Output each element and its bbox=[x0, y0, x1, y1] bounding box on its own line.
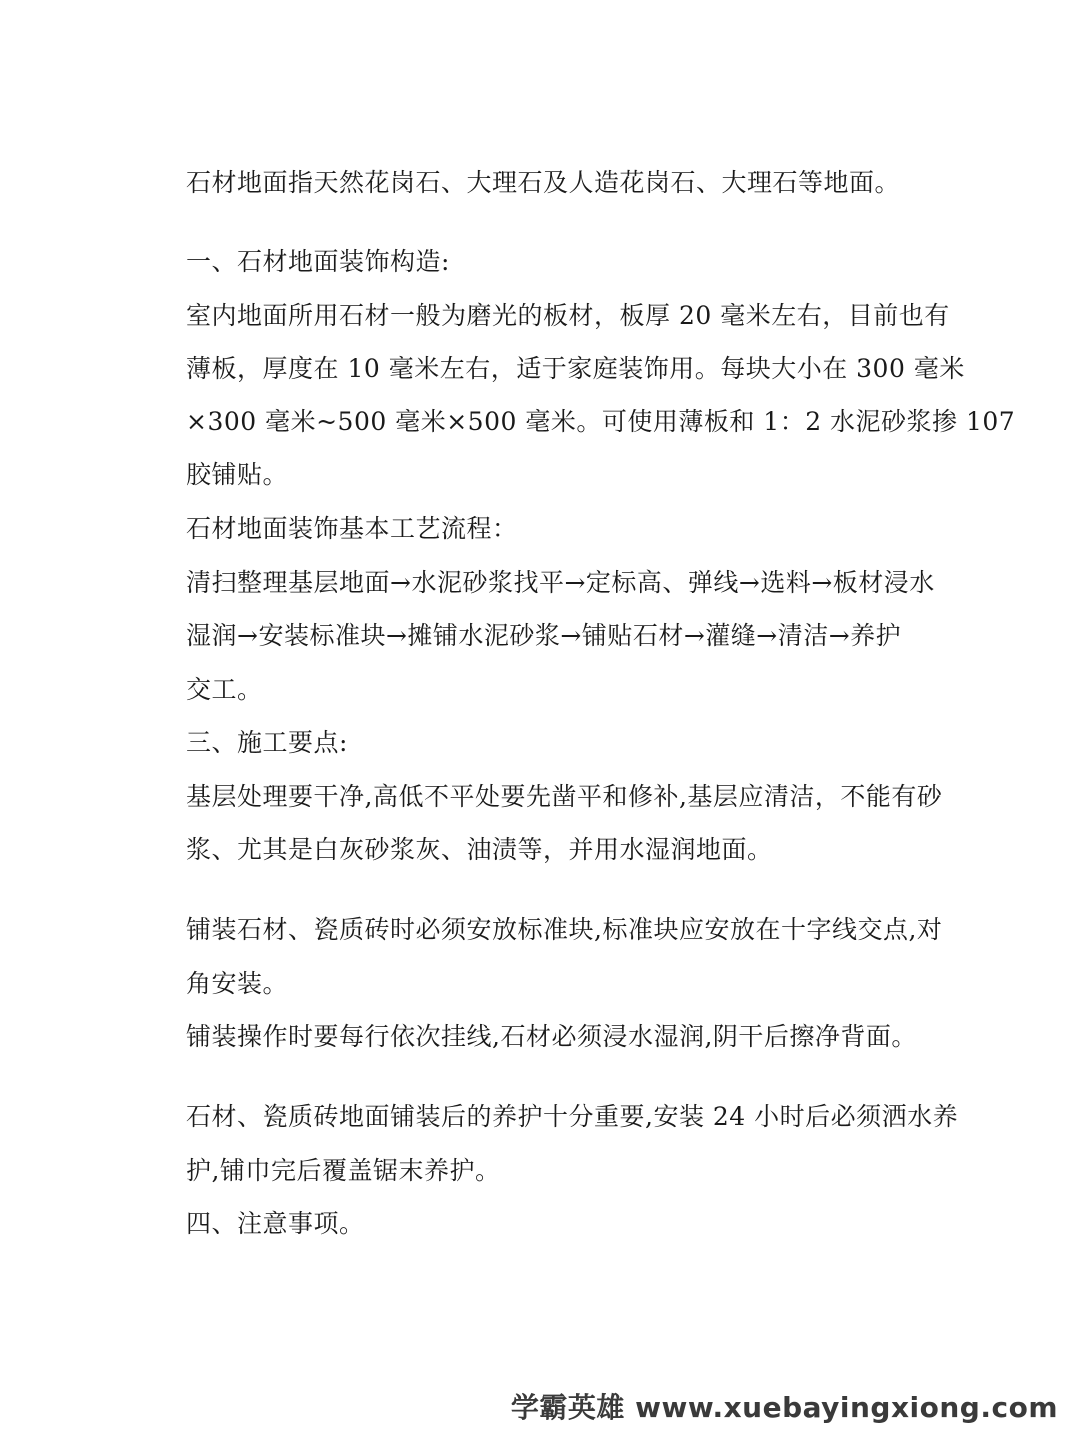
paragraph-line: 护,铺巾完后覆盖锯末养护。 bbox=[186, 1156, 501, 1185]
paragraph-line: 室内地面所用石材一般为磨光的板材，板厚 20 毫米左右，目前也有 bbox=[186, 301, 950, 330]
paragraph-line: 胶铺贴。 bbox=[186, 460, 289, 489]
paragraph-line: 石材、瓷质砖地面铺装后的养护十分重要,安装 24 小时后必须洒水养 bbox=[186, 1102, 959, 1131]
subheading: 石材地面装饰基本工艺流程： bbox=[186, 514, 518, 543]
paragraph-line: 清扫整理基层地面→水泥砂浆找平→定标高、弹线→选料→板材浸水 bbox=[186, 568, 935, 597]
paragraph-line: 角安装。 bbox=[186, 969, 289, 998]
section-heading-4: 四、注意事项。 bbox=[186, 1209, 365, 1238]
paragraph-line: 铺装操作时要每行依次挂线,石材必须浸水湿润,阴干后擦净背面。 bbox=[186, 1022, 917, 1051]
site-watermark: 学霸英雄 www.xuebayingxiong.com bbox=[510, 1391, 1058, 1424]
paragraph-line: 浆、尤其是白灰砂浆灰、油渍等，并用水湿润地面。 bbox=[186, 835, 773, 864]
paragraph-line: 湿润→安装标准块→摊铺水泥砂浆→铺贴石材→灌缝→清洁→养护 bbox=[186, 621, 902, 650]
paragraph-line: 薄板，厚度在 10 毫米左右，适于家庭装饰用。每块大小在 300 毫米 bbox=[186, 354, 965, 383]
document-page bbox=[186, 0, 1016, 1440]
paragraph-line: 铺装石材、瓷质砖时必须安放标准块,标准块应安放在十字线交点,对 bbox=[186, 915, 943, 944]
paragraph-line: 基层处理要干净,高低不平处要先凿平和修补,基层应清洁，不能有砂 bbox=[186, 782, 943, 811]
section-heading-3: 三、施工要点: bbox=[186, 728, 348, 757]
paragraph-line: 交工。 bbox=[186, 675, 263, 704]
section-heading-1: 一、石材地面装饰构造: bbox=[186, 247, 450, 276]
intro-paragraph: 石材地面指天然花岗石、大理石及人造花岗石、大理石等地面。 bbox=[186, 168, 901, 197]
paragraph-line: ×300 毫米~500 毫米×500 毫米。可使用薄板和 1：2 水泥砂浆掺 107 bbox=[186, 407, 1016, 436]
